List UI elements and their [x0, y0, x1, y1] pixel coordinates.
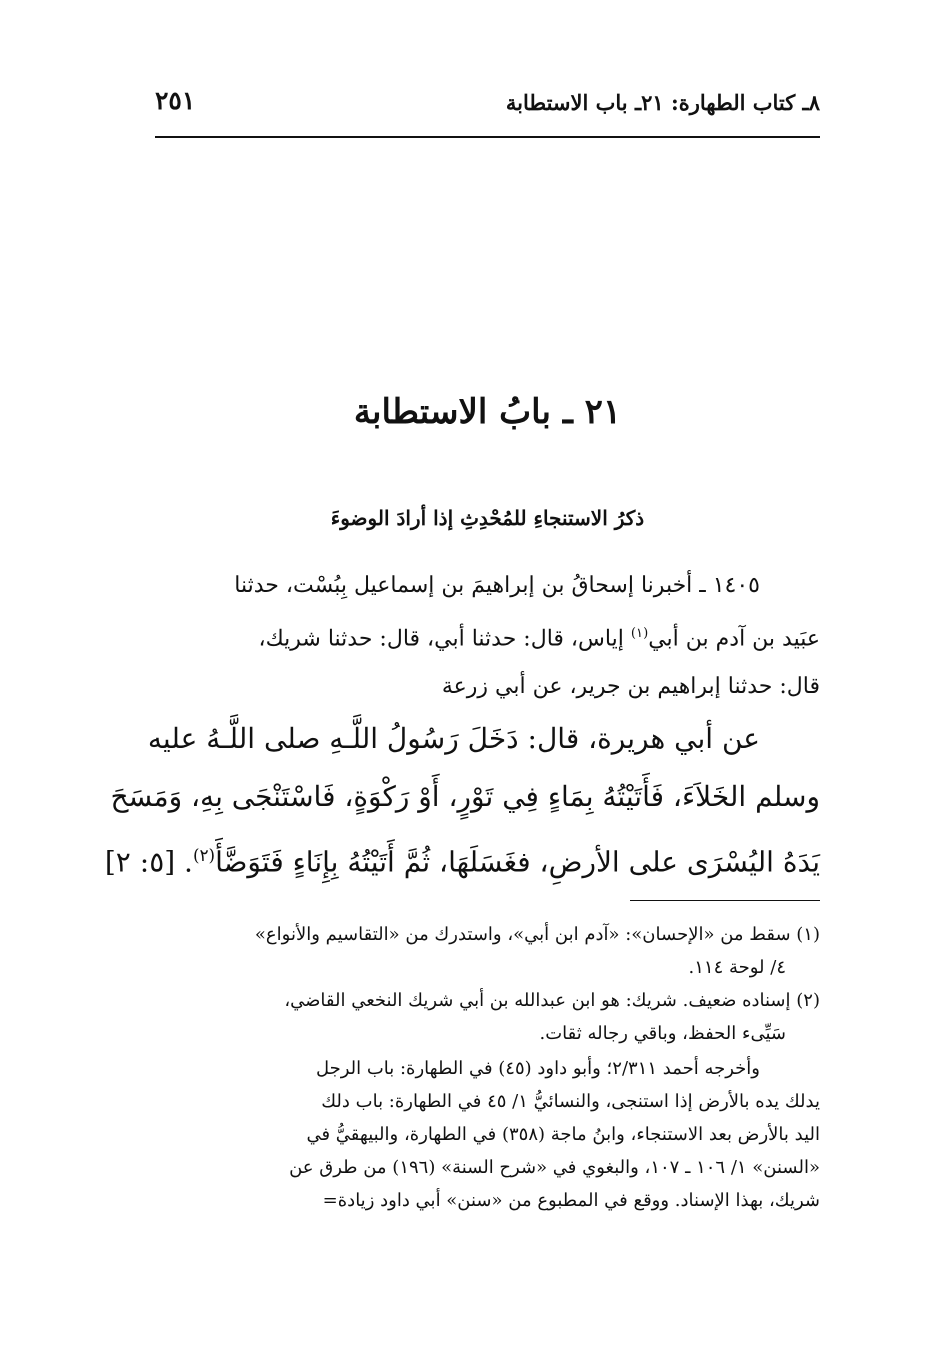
- footnotes: [155, 918, 820, 1217]
- footnote-line: ٤/ لوحة ١١٤.: [688, 957, 786, 978]
- isnad-line: قال: حدثنا إبراهيم بن جرير، عن أبي زرعة: [441, 674, 820, 700]
- footnote-marker[interactable]: (٢): [192, 845, 216, 865]
- footnote-text: إسناده ضعيف. شريك: هو ابن عبدالله بن أبي شريك النخعي القاضي،: [284, 990, 791, 1011]
- hadith-matn: [104, 710, 820, 891]
- footnote-text: سقط من «الإحسان»: «آدم ابن أبي»، واستدرك من «التقاسيم والأنواع»: [254, 924, 791, 945]
- running-title: ٨ـ كتاب الطهارة: ٢١ـ باب الاستطابة: [505, 90, 820, 115]
- footnote-1: [155, 918, 820, 984]
- takhrij-line: اليد بالأرض بعد الاستنجاء، وابنُ ماجة (٣٥٨) في الطهارة، والبيهقيُّ في: [306, 1124, 820, 1145]
- section-title: ذكرُ الاستنجاءِ للمُحْدِثِ إذا أرادَ الوضوءَ: [330, 506, 645, 530]
- footnote-line: [155, 984, 820, 1017]
- footnote-number: (٢): [796, 990, 820, 1011]
- header-rule: [155, 136, 820, 138]
- footnote-line: سَيِّىء الحفظ، وباقي رجاله ثقات.: [539, 1023, 786, 1044]
- hadith-isnad: [155, 562, 820, 711]
- chapter-title: ٢١ ـ بابُ الاستطابة: [353, 392, 622, 432]
- matn-text: يَدَهُ اليُسْرَى على الأرضِ، فغَسَلَهَا، ثُمَّ أَتَيْتُهُ بِإِنَاءٍ فَتَوَضَّأَ: [215, 845, 820, 879]
- isnad-line: [155, 610, 820, 663]
- footnote-marker[interactable]: (١): [630, 626, 649, 641]
- isnad-line: ١٤٠٥ ـ أخبرنا إسحاقُ بن إبراهيمَ بن إسماعيل بِبُسْت، حدثنا: [234, 573, 760, 598]
- takhrij-paragraph: [155, 1052, 820, 1217]
- takhrij-line: شريك، بهذا الإسناد. ووقع في المطبوع من «سنن» أبي داود زيادة=: [322, 1190, 820, 1211]
- footnote-rule: [630, 900, 820, 901]
- page-number: ٢٥١: [155, 86, 196, 115]
- matn-line: وسلم الخَلاَءَ، فَأَتَيْتُهُ بِمَاءٍ فِي تَوْرٍ، أَوْ رَكْوَةٍ، فَاسْتَنْجَى بِهِ، وَمَسَحَ: [110, 780, 820, 813]
- matn-line: عن أبي هريرة، قال: دَخَلَ رَسُولُ اللَّـهِ صلى اللَّـهُ عليه: [147, 722, 760, 755]
- footnote-2: [155, 984, 820, 1050]
- takhrij-line: وأخرجه أحمد ٢/٣١١؛ وأبو داود (٤٥) في الطهارة: باب الرجل: [315, 1058, 760, 1079]
- footnote-line: [155, 918, 820, 951]
- footnote-number: (١): [796, 924, 820, 945]
- takhrij-line: «السنن» ١/ ١٠٦ ـ ١٠٧، والبغوي في «شرح السنة» (١٩٦) من طرق عن: [289, 1157, 820, 1178]
- isnad-text: إياس، قال: حدثنا أبي، قال: حدثنا شريك،: [258, 626, 624, 652]
- hadith-reference: . [٥: ٢]: [104, 845, 193, 879]
- running-header: [155, 86, 820, 126]
- matn-line: [104, 826, 820, 891]
- isnad-text: عبَيد بن آدم بن أبي: [648, 626, 820, 652]
- takhrij-line: يدلك يده بالأرض إذا استنجى، والنسائيُّ ١/ ٤٥ في الطهارة: باب دلك: [321, 1091, 820, 1112]
